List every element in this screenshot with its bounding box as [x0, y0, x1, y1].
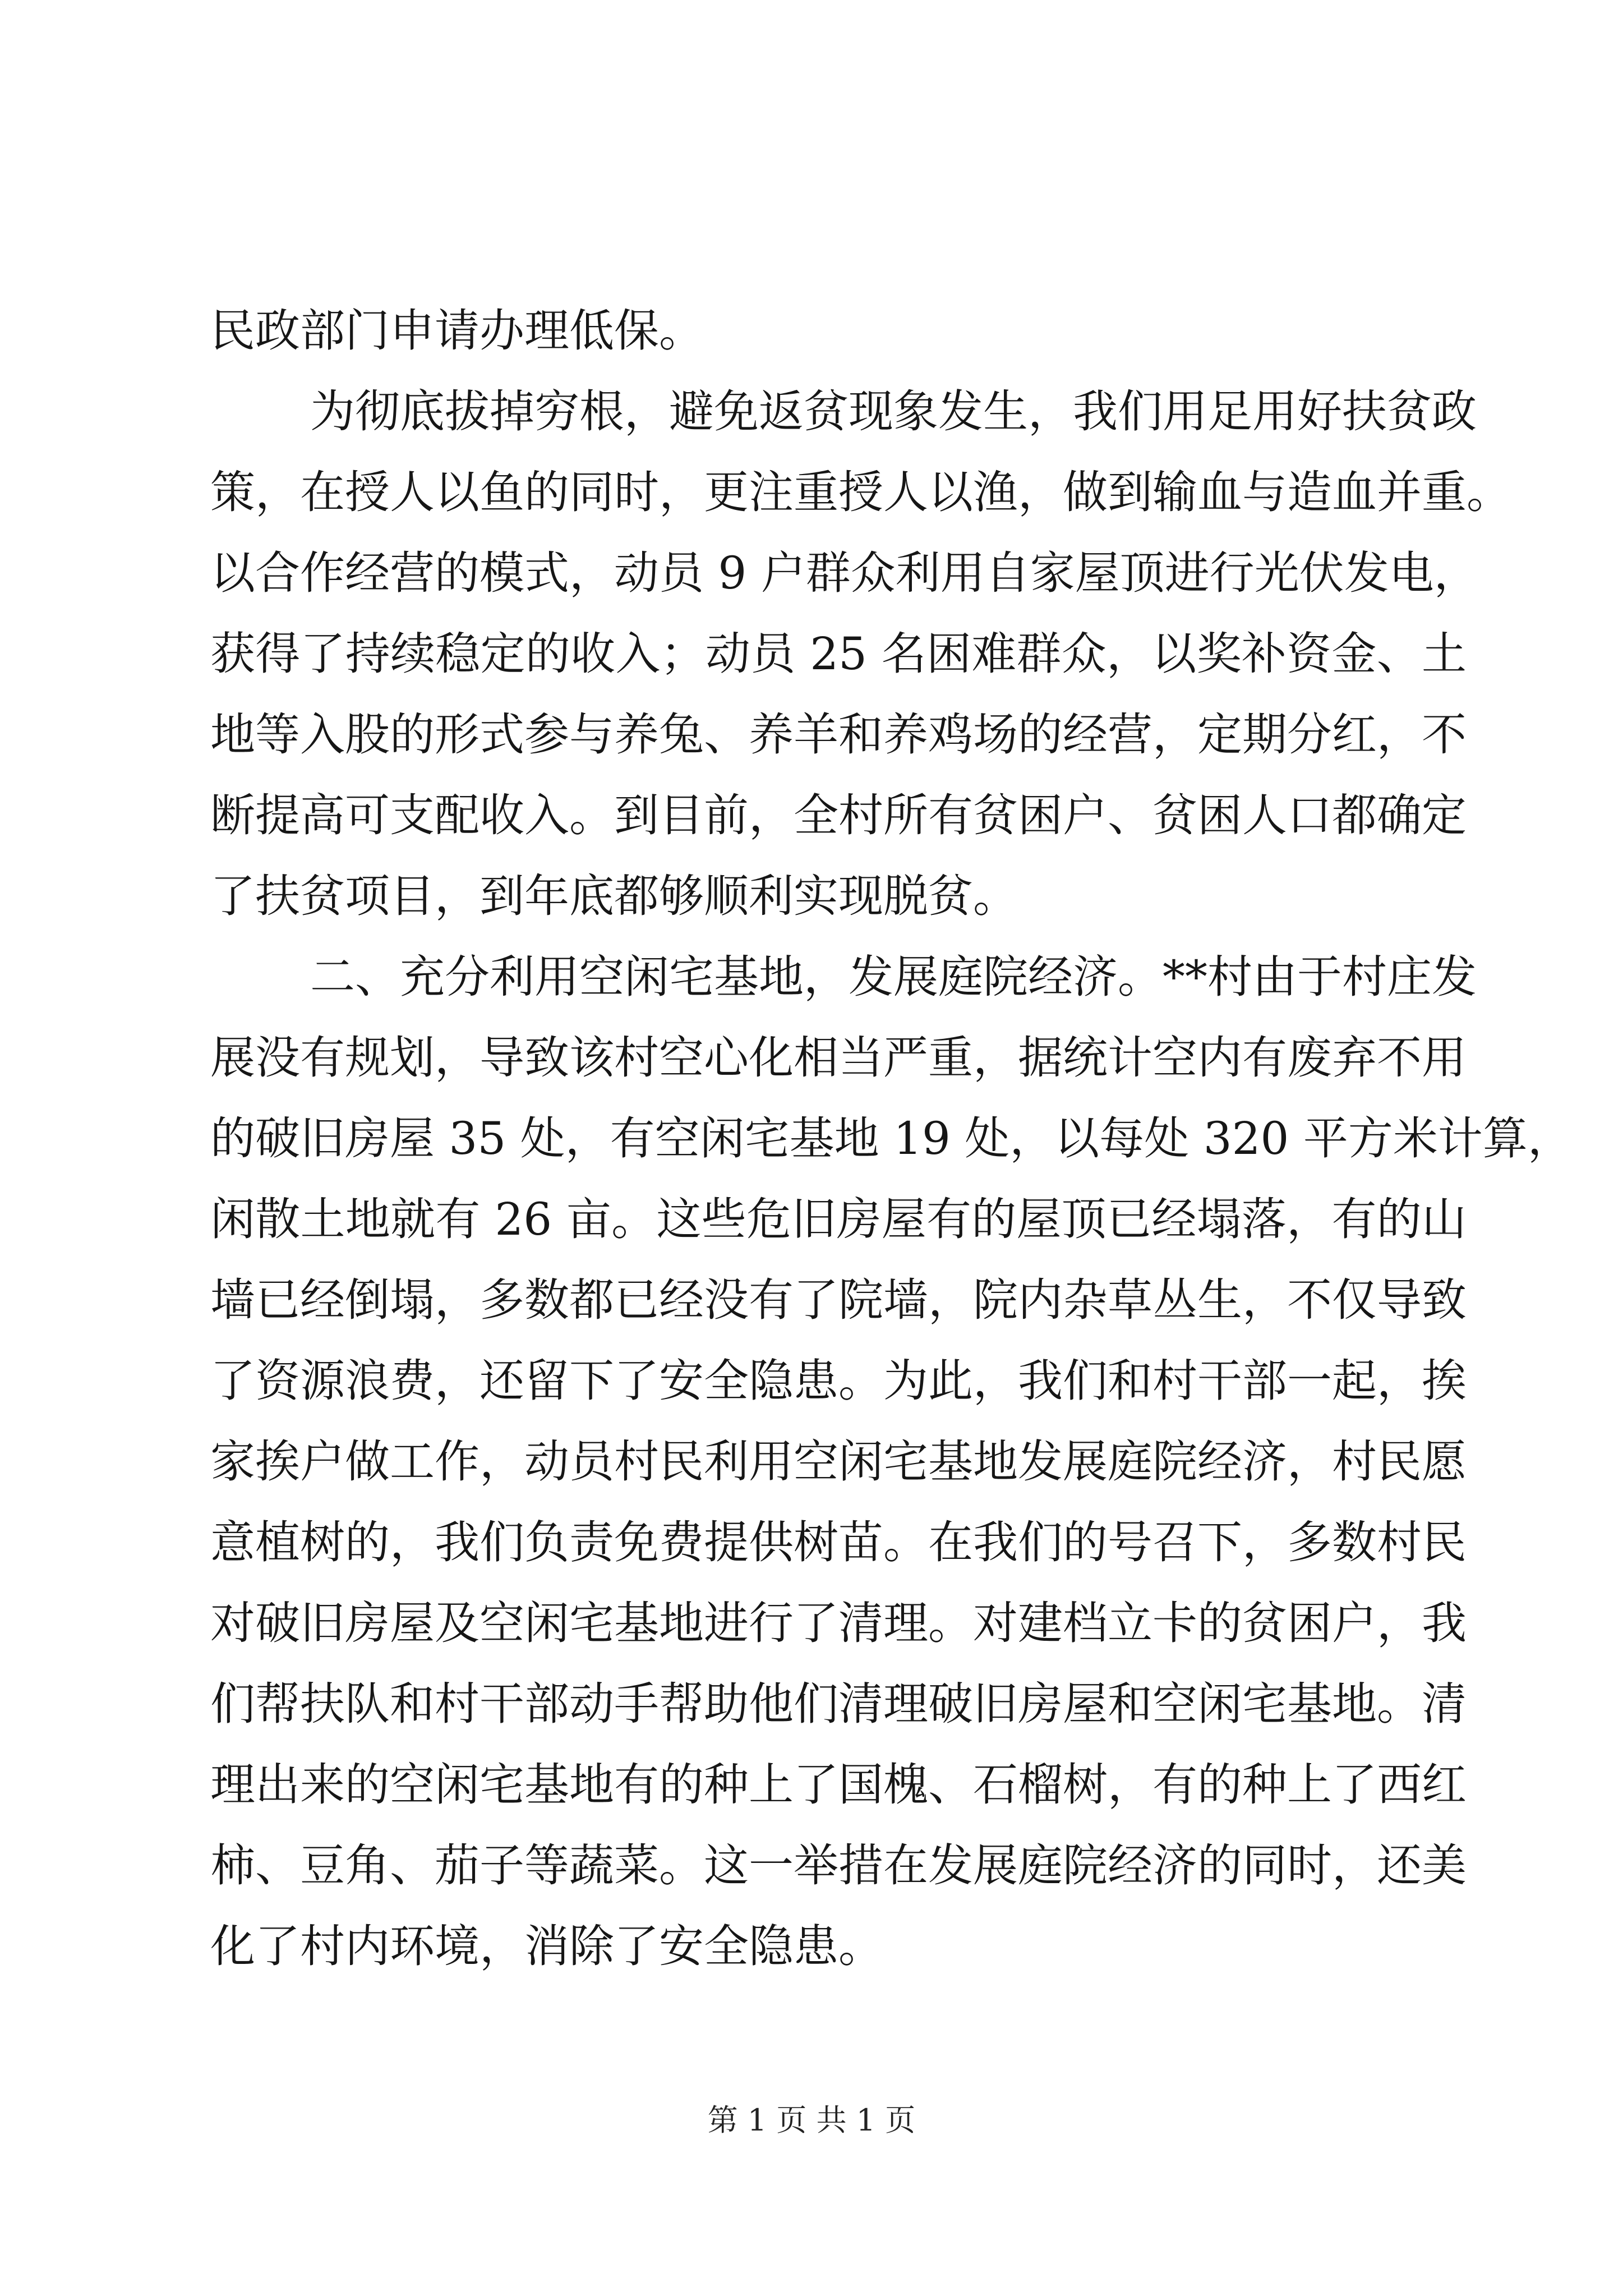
text-line: 地等入股的形式参与养兔、养羊和养鸡场的经营，定期分红，不: [210, 708, 1467, 761]
text-line: 断提高可支配收入。到目前，全村所有贫困户、贫困人口都确定: [210, 789, 1467, 841]
text-line: 了扶贫项目，到年底都够顺利实现脱贫。: [210, 870, 1018, 922]
document-body: [210, 291, 1573, 1987]
text-line: 策，在授人以鱼的同时，更注重授人以渔，做到输血与造血并重。: [210, 466, 1511, 518]
text-line: 们帮扶队和村干部动手帮助他们清理破旧房屋和空闲宅基地。清: [210, 1678, 1467, 1730]
text-line: 二、充分利用空闲宅基地，发展庭院经济。**村由于村庄发: [310, 951, 1477, 1003]
text-line: 柿、豆角、茄子等蔬菜。这一举措在发展庭院经济的同时，还美: [210, 1839, 1467, 1892]
text-line: 理出来的空闲宅基地有的种上了国槐、石榴树，有的种上了西红: [210, 1759, 1467, 1811]
text-line: 获得了持续稳定的收入；动员 25 名困难群众，以奖补资金、土: [210, 628, 1467, 680]
paragraph-3: [210, 937, 1573, 1987]
text-line: 以合作经营的模式，动员 9 户群众利用自家屋顶进行光伏发电，: [210, 547, 1479, 599]
text-line: 墙已经倒塌，多数都已经没有了院墙，院内杂草丛生，不仅导致: [210, 1274, 1467, 1326]
text-line: 为彻底拔掉穷根，避免返贫现象发生，我们用足用好扶贫政: [310, 385, 1477, 438]
text-line: 民政部门申请办理低保。: [210, 305, 704, 357]
paragraph-2: [210, 371, 1511, 937]
paragraph-1: [210, 291, 1467, 371]
text-line: 的破旧房屋 35 处，有空闲宅基地 19 处，以每处 320 平方米计算，: [210, 1112, 1573, 1165]
text-line: 对破旧房屋及空闲宅基地进行了清理。对建档立卡的贫困户，我: [210, 1597, 1467, 1649]
text-line: 化了村内环境，消除了安全隐患。: [210, 1920, 883, 1972]
page-footer: [0, 2098, 1623, 2143]
text-line: 展没有规划，导致该村空心化相当严重，据统计空内有废弃不用: [210, 1032, 1467, 1084]
page-number-label: 第 1 页 共 1 页: [707, 2102, 916, 2138]
text-line: 闲散土地就有 26 亩。这些危旧房屋有的屋顶已经塌落，有的山: [210, 1193, 1467, 1245]
text-line: 了资源浪费，还留下了安全隐患。为此，我们和村干部一起，挨: [210, 1355, 1467, 1407]
text-line: 家挨户做工作，动员村民利用空闲宅基地发展庭院经济，村民愿: [210, 1435, 1467, 1488]
text-line: 意植树的，我们负责免费提供树苗。在我们的号召下，多数村民: [210, 1516, 1467, 1568]
